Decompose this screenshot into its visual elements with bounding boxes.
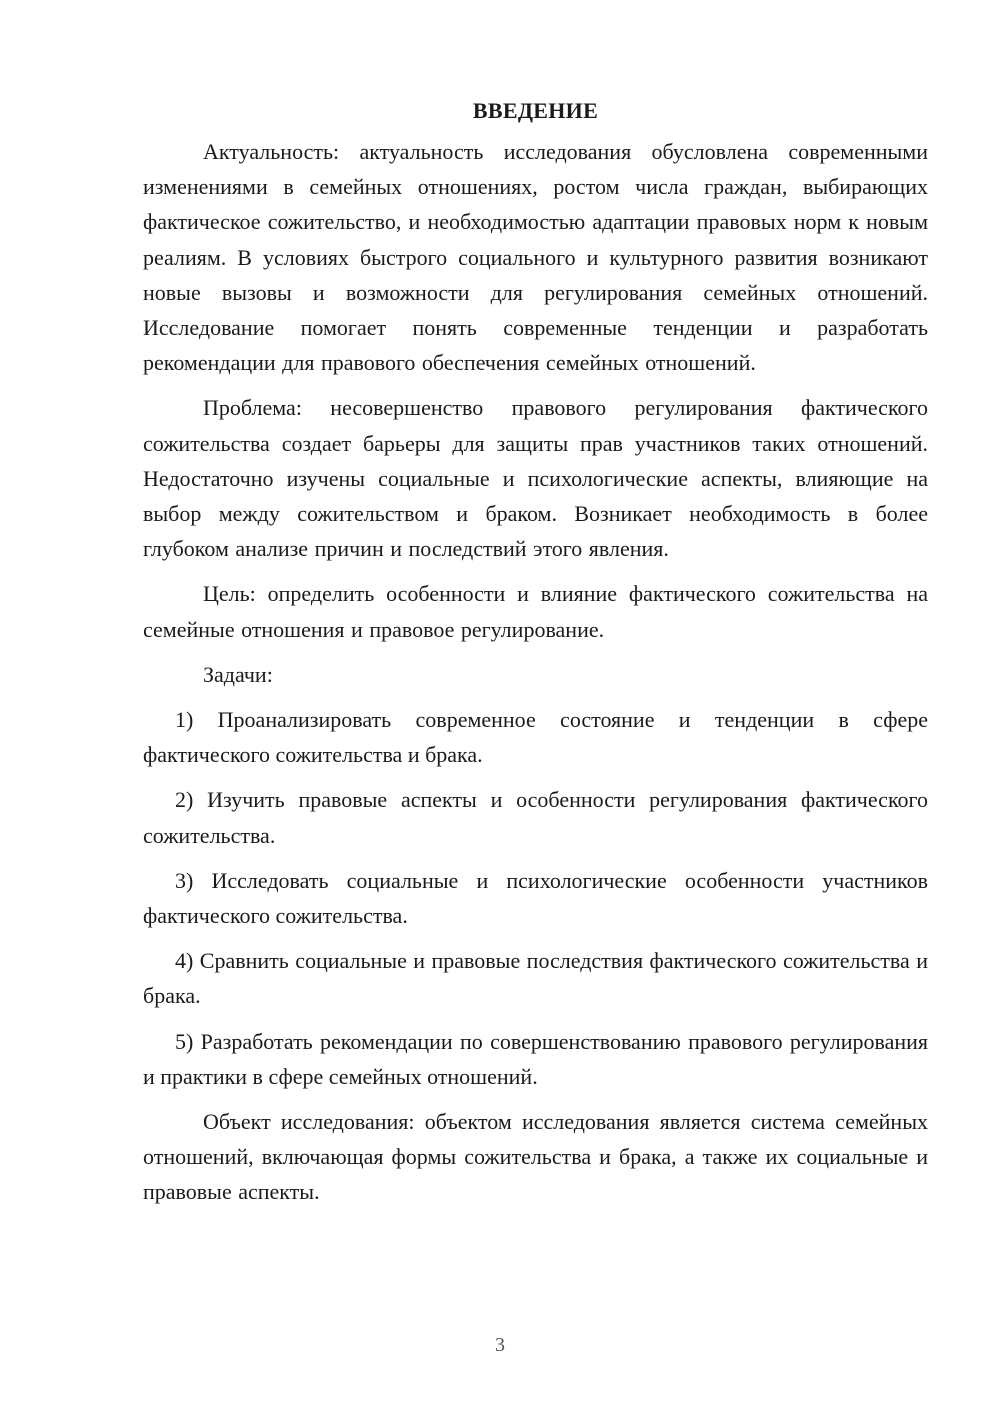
problem-paragraph: Проблема: несовершенство правового регулирования фактического сожительства создает барьеры для защиты прав участников таких отношений. Недостаточно изучены социальные и психологические аспекты, влияющие на выбор между сожительством и браком. Возникает необходимость в более глубоком анализе причин и последствий этого явления.	[143, 395, 928, 562]
goal-paragraph: Цель: определить особенности и влияние фактического сожительства на семейные отношения и правовое регулирование.	[143, 581, 928, 642]
page-number: 3	[495, 1334, 505, 1356]
task-item-1: 1) Проанализировать современное состояние и тенденции в сфере фактического сожительства и брака.	[143, 707, 928, 768]
task-item-2: 2) Изучить правовые аспекты и особенности регулирования фактического сожительства.	[143, 787, 928, 848]
document-page	[143, 96, 928, 1220]
task-item-3: 3) Исследовать социальные и психологические особенности участников фактического сожительства.	[143, 867, 928, 929]
task-item-5: 5) Разработать рекомендации по совершенствованию правового регулирования и практики в сфере семейных отношений.	[143, 1028, 928, 1089]
tasks-label: Задачи:	[203, 661, 273, 687]
task-item-4: 4) Сравнить социальные и правовые последствия фактического сожительства и брака.	[143, 948, 928, 1009]
relevance-paragraph: Актуальность: актуальность исследования обусловлена современными изменениями в семейных отношениях, ростом числа граждан, выбирающих фактическое сожительство, и необходимостью адаптации правовых норм к новым реалиям. В условиях быстрого социального и культурного развития возникают новые вызовы и возможности для регулирования семейных отношений. Исследование помогает понять современные тенденции и разработать рекомендации для правового обеспечения семейных отношений.	[143, 139, 928, 376]
section-heading: ВВЕДЕНИЕ	[472, 98, 599, 123]
object-paragraph: Объект исследования: объектом исследования является система семейных отношений, включающая формы сожительства и брака, а также их социальные и правовые аспекты.	[143, 1109, 928, 1205]
